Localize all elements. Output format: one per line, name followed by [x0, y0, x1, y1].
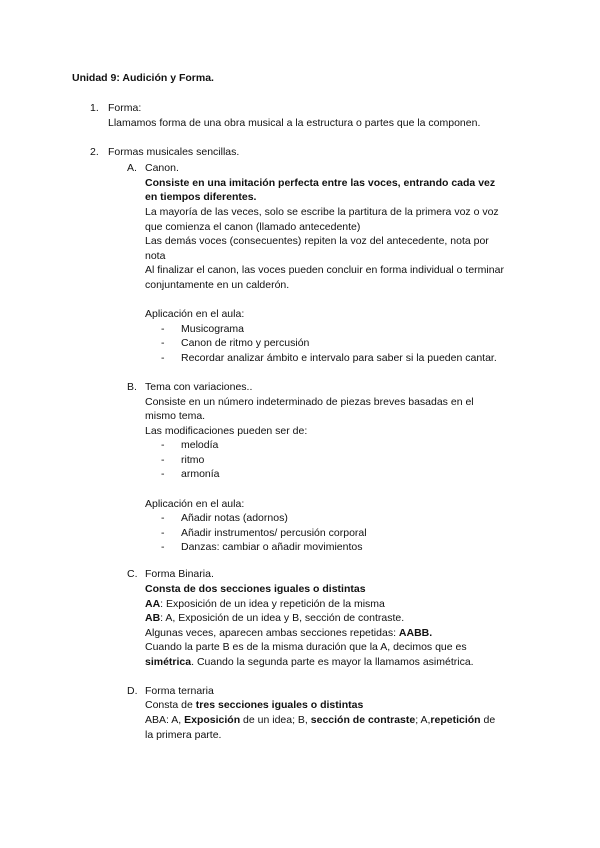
secB-aplicacion: Aplicación en el aula: — [145, 498, 245, 510]
secC-letter: C. — [127, 568, 138, 580]
list-number-2: 2. — [90, 146, 99, 158]
secD-line1 — [145, 698, 363, 713]
secC-aa-text: : Exposición de un idea y repetición de la misma — [160, 598, 385, 610]
bullet-dash: - — [161, 454, 165, 466]
secA-bullet-1: Musicograma — [181, 323, 245, 335]
secB-title: Tema con variaciones.. — [145, 381, 253, 393]
secC-aa-line — [145, 597, 385, 612]
secC-aa-label: AA — [145, 598, 161, 610]
bullet-dash: - — [161, 352, 165, 364]
secB-letter: B. — [127, 381, 137, 393]
bullet-dash: - — [161, 527, 165, 539]
secD-l1-bold: tres secciones iguales o distintas — [195, 699, 364, 711]
secC-line6 — [145, 655, 474, 670]
bullet-dash: - — [161, 468, 165, 480]
secA-p1: La mayoría de las veces, solo se escribe la partitura de la primera voz o voz — [145, 206, 499, 218]
secB-p1: Consiste en un número indeterminado de piezas breves basadas en el — [145, 396, 474, 408]
bullet-dash: - — [161, 512, 165, 524]
secA-title: Canon. — [145, 162, 179, 174]
secA-bullet-2: Canon de ritmo y percusión — [181, 337, 310, 349]
secD-line2 — [145, 713, 495, 728]
secD-l2-c: de un idea; B, — [240, 714, 311, 726]
bullet-dash: - — [161, 439, 165, 451]
list-number-1: 1. — [90, 102, 99, 114]
secB-bullet-2: Añadir instrumentos/ percusión corporal — [181, 527, 367, 539]
secB-p3: Las modificaciones pueden ser de: — [145, 425, 308, 437]
secC-ab-label: AB — [145, 612, 161, 624]
secB-bullet-1: Añadir notas (adornos) — [181, 512, 288, 524]
secA-p2: que comienza el canon (llamado antecedente) — [145, 221, 361, 233]
secD-l2-b: Exposición — [184, 714, 241, 726]
secC-title: Forma Binaria. — [145, 568, 214, 580]
bullet-dash: - — [161, 337, 165, 349]
item2-heading: Formas musicales sencillas. — [108, 146, 240, 158]
bullet-dash: - — [161, 541, 165, 553]
secC-line5: Cuando la parte B es de la misma duración que la A, decimos que es — [145, 641, 467, 653]
secD-title: Forma ternaria — [145, 685, 214, 697]
secA-p4: nota — [145, 250, 166, 262]
secC-ab-text: : A, Exposición de un idea y B, sección de contraste. — [160, 612, 405, 624]
secA-bold2: en tiempos diferentes. — [145, 191, 257, 203]
secD-letter: D. — [127, 685, 138, 697]
bullet-dash: - — [161, 323, 165, 335]
secA-p5: Al finalizar el canon, las voces pueden concluir en forma individual o terminar — [145, 264, 504, 276]
item1-text: Llamamos forma de una obra musical a la estructura o partes que la componen. — [108, 117, 481, 129]
secA-p3: Las demás voces (consecuentes) repiten la voz del antecedente, nota por — [145, 235, 489, 247]
secA-letter: A. — [127, 162, 137, 174]
secA-bullet-3: Recordar analizar ámbito e intervalo para saber si la pueden cantar. — [181, 352, 497, 364]
secA-p6: conjuntamente en un calderón. — [145, 279, 290, 291]
secC-l4-text: Algunas veces, aparecen ambas secciones repetidas: — [145, 627, 399, 639]
secC-l4-bold: AABB. — [398, 627, 433, 639]
page-title: Unidad 9: Audición y Forma. — [72, 72, 214, 84]
secA-aplicacion: Aplicación en el aula: — [145, 308, 245, 320]
secB-p2: mismo tema. — [145, 410, 206, 422]
item1-heading: Forma: — [108, 102, 142, 114]
secD-l2-g: de — [480, 714, 496, 726]
secC-l6-bold: simétrica — [145, 656, 192, 668]
secB-bullet-3: Danzas: cambiar o añadir movimientos — [181, 541, 363, 553]
secD-l2-f: repetición — [430, 714, 481, 726]
secA-bold1: Consiste en una imitación perfecta entre las voces, entrando cada vez — [145, 177, 496, 189]
secD-l1-text: Consta de — [145, 699, 196, 711]
secB-mod-3: armonía — [181, 468, 220, 480]
secD-l2-e: ; A, — [415, 714, 431, 726]
secD-line3: la primera parte. — [145, 729, 222, 741]
secB-mod-1: melodía — [181, 439, 219, 451]
secB-mod-2: ritmo — [181, 454, 205, 466]
secC-line4 — [145, 626, 432, 641]
secC-ab-line — [145, 611, 404, 626]
secD-l2-d: sección de contraste — [310, 714, 416, 726]
secC-l6-text: . Cuando la segunda parte es mayor la llamamos asimétrica. — [191, 656, 474, 668]
secD-l2-a: ABA: A, — [145, 714, 185, 726]
secC-bold1: Consta de dos secciones iguales o distintas — [145, 583, 366, 595]
